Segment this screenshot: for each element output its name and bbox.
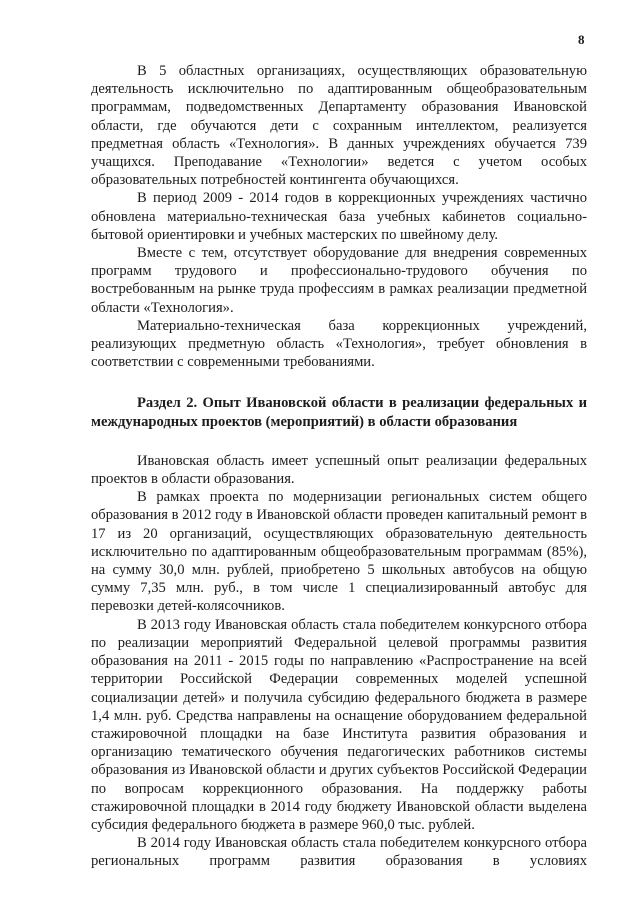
paragraph-2013-competition: В 2013 году Ивановская область стала победителем конкурсного отбора по реализации мероприятий Федеральной целевой программы развития образования на 2011 - 2015 годы по направлению «Распространение на всей территории Российской Федерации современных моделей успешной социализации детей» и получила субсидию федерального бюджета в размере 1,4 млн. руб. Средства направлены на оснащение оборудованием федеральной стажировочной площадки на базе Института развития образования и организацию тематического обучения педагогических работников системы образования из Ивановской области и других субъектов Российской Федерации по вопросам коррекционного образования. На поддержку работы стажировочной площадки в 2014 году бюджету Ивановской области выделена субсидия федерального бюджета в размере 960,0 тыс. рублей. xyxy=(91,616,587,833)
section-2-title: Раздел 2. Опыт Ивановской области в реализации федеральных и международных проектов (мероприятий) в области образования xyxy=(91,395,587,430)
document-body xyxy=(91,62,587,871)
paragraph-federal-projects-experience: Ивановская область имеет успешный опыт реализации федеральных проектов в области образования. xyxy=(91,452,587,488)
paragraph-correctional-organizations: В 5 областных организациях, осуществляющих образовательную деятельность исключительно по адаптированным общеобразовательным программам, подведомственных Департаменту образования Ивановской области, где обучаются дети с сохранным интеллектом, реализуется предметная область «Технология». В данных учреждениях обучается 739 учащихся. Преподавание «Технологии» ведется с учетом особых образовательных потребностей контингента обучающихся. xyxy=(91,63,587,189)
paragraph-material-base-update: В период 2009 - 2014 годов в коррекционных учреждениях частично обновлена материально-техническая база учебных кабинетов социально-бытовой ориентировки и учебных мастерских по швейному делу. xyxy=(91,190,587,243)
paragraph-modernization-project: В рамках проекта по модернизации региональных систем общего образования в 2012 году в Ивановской области проведен капитальный ремонт в 17 из 20 организаций, осуществляющих образовательную деятельность исключительно по адаптированным общеобразовательным программам (85%), на сумму 30,0 млн. рублей, приобретено 5 школьных автобусов на общую сумму 7,35 млн. руб., в том числе 1 специализированный автобус для перевозки детей-колясочников. xyxy=(91,489,587,615)
paragraph-material-base-requirements: Материально-техническая база коррекционных учреждений, реализующих предметную область «Технология», требует обновления в соответствии с современными требованиями. xyxy=(91,317,587,371)
paragraph-missing-equipment: Вместе с тем, отсутствует оборудование для внедрения современных программ трудового и профессионально-трудового обучения по востребованным на рынке труда профессиям в рамках реализации предметной области «Технология». xyxy=(91,245,587,316)
paragraph-2014-competition: В 2014 году Ивановская область стала победителем конкурсного отбора региональных программ развития образования в условиях xyxy=(91,835,587,870)
page-number: 8 xyxy=(578,32,585,47)
